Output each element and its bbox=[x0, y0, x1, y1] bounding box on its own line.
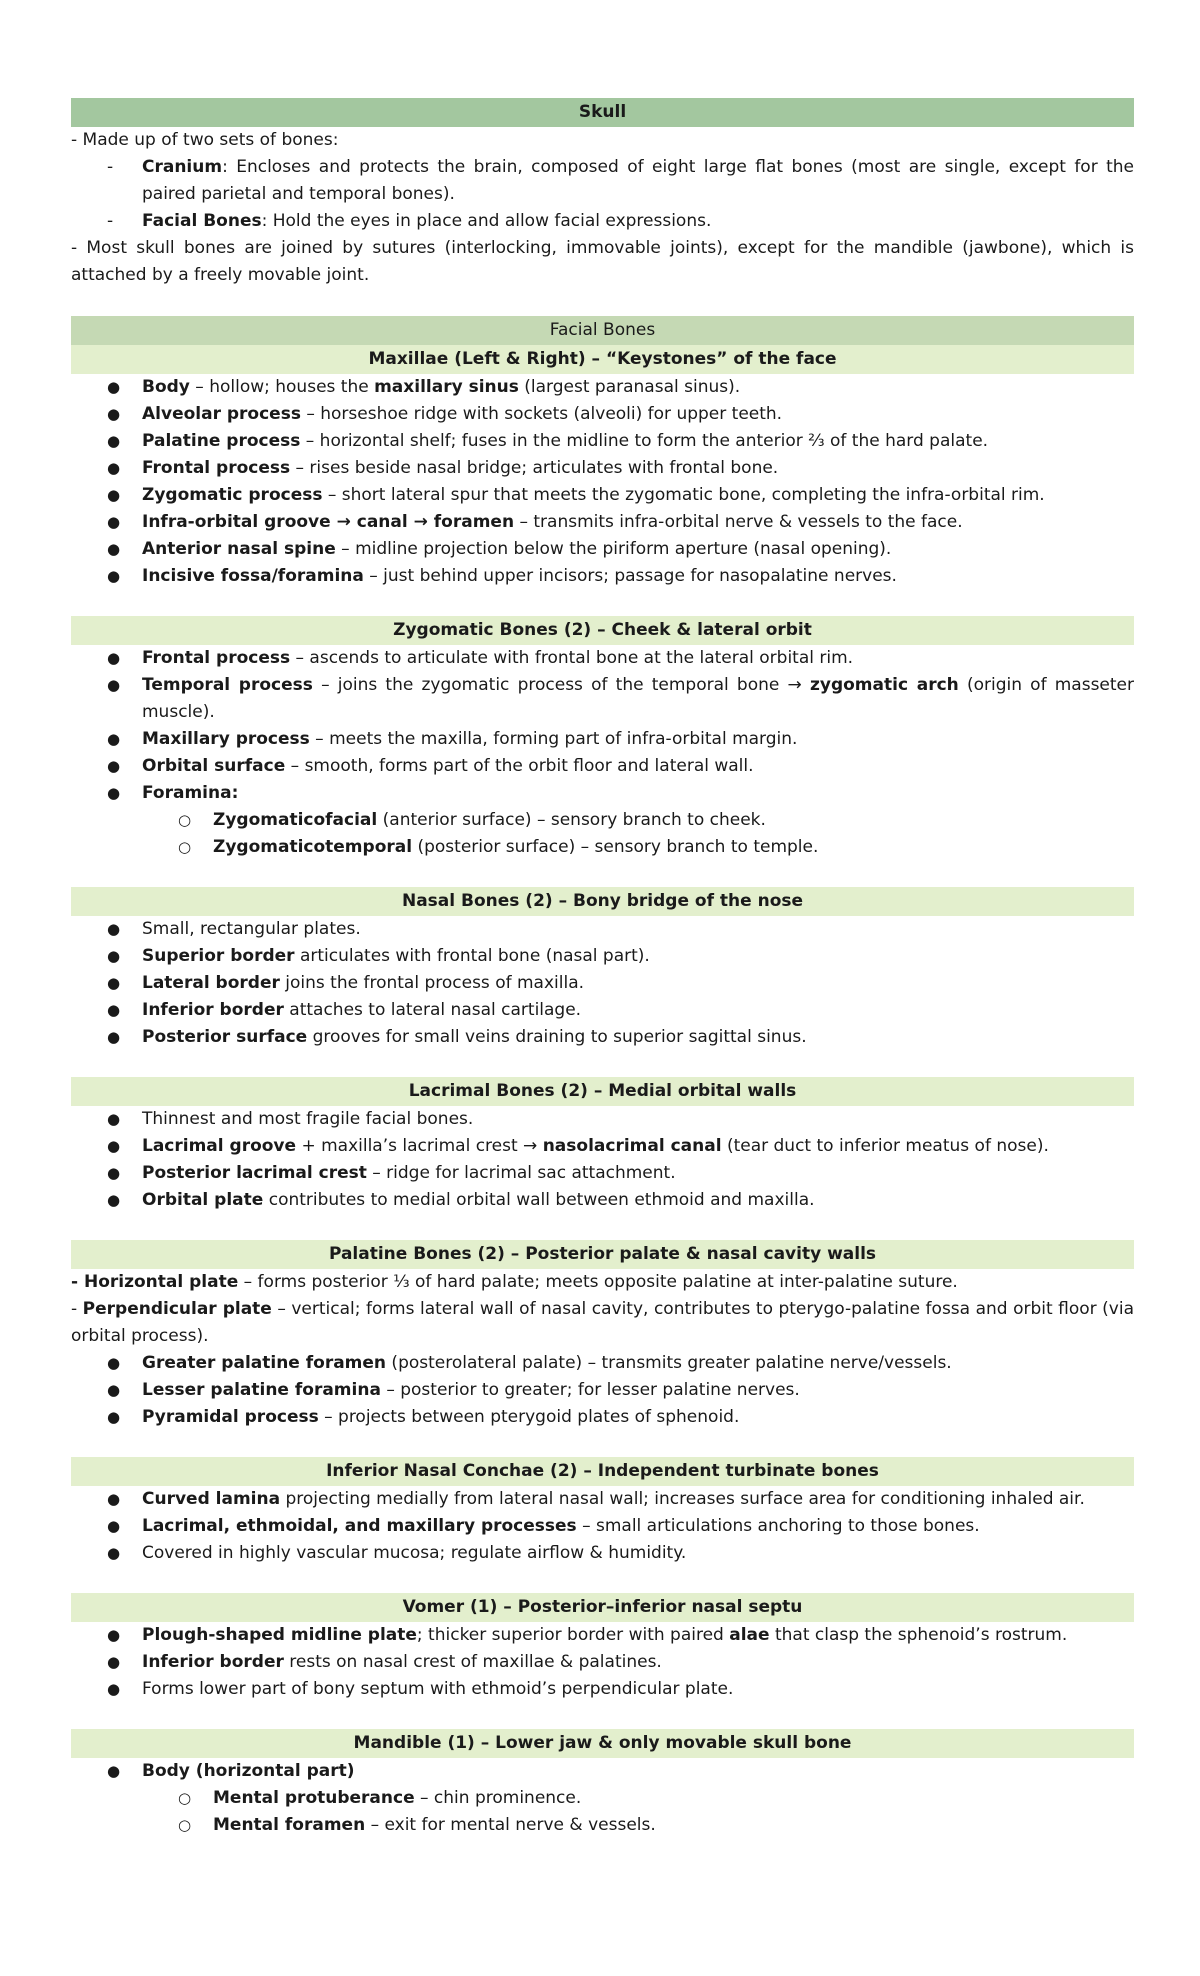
list-item: ● Maxillary process – meets the maxilla, forming part of infra-orbital margin. bbox=[107, 729, 798, 749]
list-item: ● Frontal process – ascends to articulate with frontal bone at the lateral orbital rim. bbox=[107, 648, 854, 668]
dash-marker: - bbox=[107, 211, 114, 231]
list-item: ● Curved lamina projecting medially from lateral nasal wall; increases surface area for conditioning inhaled air. bbox=[107, 1489, 1085, 1509]
list-item: ● Pyramidal process – projects between pterygoid plates of sphenoid. bbox=[107, 1407, 740, 1427]
subsection-header-maxillae: Maxillae (Left & Right) – “Keystones” of the face bbox=[71, 345, 1134, 374]
list-item: ● Thinnest and most fragile facial bones. bbox=[107, 1109, 474, 1129]
list-item: ● Lacrimal, ethmoidal, and maxillary processes – small articulations anchoring to those bones. bbox=[107, 1516, 980, 1536]
list-item: ● Orbital plate contributes to medial orbital wall between ethmoid and maxilla. bbox=[107, 1190, 815, 1210]
skull-item-facial-bones: - Facial Bones: Hold the eyes in place and allow facial expressions. bbox=[71, 208, 1134, 235]
list-item: ● Inferior border attaches to lateral nasal cartilage. bbox=[107, 1000, 582, 1020]
palatine-line: - Horizontal plate – forms posterior ⅓ of hard palate; meets opposite palatine at inter-palatine suture. bbox=[71, 1272, 958, 1292]
subsection-header-zygomatic: Zygomatic Bones (2) – Cheek & lateral orbit bbox=[71, 616, 1134, 645]
list-item: ● Anterior nasal spine – midline projection below the piriform aperture (nasal opening). bbox=[107, 539, 892, 559]
skull-note: - Most skull bones are joined by sutures (interlocking, immovable joints), except for the mandible (jawbone), which is attached by a freely movable joint. bbox=[71, 238, 1134, 285]
subsection-header-conchae: Inferior Nasal Conchae (2) – Independent turbinate bones bbox=[71, 1457, 1134, 1486]
list-item: ● Orbital surface – smooth, forms part of the orbit floor and lateral wall. bbox=[107, 756, 754, 776]
list-item: ● Body – hollow; houses the maxillary sinus (largest paranasal sinus). bbox=[107, 377, 741, 397]
skull-item-cranium: - Cranium: Encloses and protects the brain, composed of eight large flat bones (most are single, except for the paired parietal and temporal bones). bbox=[71, 154, 1134, 208]
sub-list-item: ○ Zygomaticotemporal (posterior surface) – sensory branch to temple. bbox=[178, 837, 819, 857]
list-item: ● Incisive fossa/foramina – just behind upper incisors; passage for nasopalatine nerves. bbox=[107, 566, 897, 586]
list-item: ● Lateral border joins the frontal process of maxilla. bbox=[107, 973, 585, 993]
section-header-skull: Skull bbox=[71, 98, 1134, 127]
list-item: ● Lesser palatine foramina – posterior to greater; for lesser palatine nerves. bbox=[107, 1380, 800, 1400]
list-item: ● Posterior lacrimal crest – ridge for lacrimal sac attachment. bbox=[107, 1163, 676, 1183]
subsection-header-lacrimal: Lacrimal Bones (2) – Medial orbital walls bbox=[71, 1077, 1134, 1106]
list-item: ● Frontal process – rises beside nasal bridge; articulates with frontal bone. bbox=[107, 458, 779, 478]
palatine-line: - Perpendicular plate – vertical; forms lateral wall of nasal cavity, contributes to pterygo-palatine fossa and orbit floor (via orbital process). bbox=[71, 1299, 1134, 1346]
list-item: ● Infra-orbital groove → canal → foramen – transmits infra-orbital nerve & vessels to the face. bbox=[107, 512, 963, 532]
sub-list-item: ○ Mental foramen – exit for mental nerve & vessels. bbox=[178, 1815, 656, 1835]
sub-list-item: ○ Zygomaticofacial (anterior surface) – sensory branch to cheek. bbox=[178, 810, 766, 830]
list-item: ● Inferior border rests on nasal crest of maxillae & palatines. bbox=[107, 1652, 662, 1672]
sub-list-item: ○ Mental protuberance – chin prominence. bbox=[178, 1788, 582, 1808]
section-header-facial-bones: Facial Bones bbox=[71, 316, 1134, 345]
list-item: ● Foramina: bbox=[107, 783, 239, 803]
document-page bbox=[71, 98, 1134, 1839]
list-item: ● Palatine process – horizontal shelf; fuses in the midline to form the anterior ⅔ of the hard palate. bbox=[107, 431, 989, 451]
list-item: ● Plough-shaped midline plate; thicker superior border with paired alae that clasp the sphenoid’s rostrum. bbox=[107, 1625, 1068, 1645]
list-item: ● Body (horizontal part) bbox=[107, 1761, 355, 1781]
list-item: ● Alveolar process – horseshoe ridge with sockets (alveoli) for upper teeth. bbox=[107, 404, 783, 424]
list-item: ● Covered in highly vascular mucosa; regulate airflow & humidity. bbox=[107, 1543, 687, 1563]
list-item: ● Small, rectangular plates. bbox=[107, 919, 361, 939]
subsection-header-mandible: Mandible (1) – Lower jaw & only movable skull bone bbox=[71, 1729, 1134, 1758]
subsection-header-palatine: Palatine Bones (2) – Posterior palate & nasal cavity walls bbox=[71, 1240, 1134, 1269]
list-item: ● Superior border articulates with frontal bone (nasal part). bbox=[107, 946, 650, 966]
list-item: ● Greater palatine foramen (posterolateral palate) – transmits greater palatine nerve/vessels. bbox=[107, 1353, 952, 1373]
skull-intro: - Made up of two sets of bones: bbox=[71, 130, 339, 150]
subsection-header-vomer: Vomer (1) – Posterior–inferior nasal septu bbox=[71, 1593, 1134, 1622]
list-item: ● Lacrimal groove + maxilla’s lacrimal crest → nasolacrimal canal (tear duct to inferior meatus of nose). bbox=[107, 1136, 1049, 1156]
subsection-header-nasal: Nasal Bones (2) – Bony bridge of the nose bbox=[71, 887, 1134, 916]
dash-marker: - bbox=[107, 157, 114, 177]
list-item: ● Temporal process – joins the zygomatic process of the temporal bone → zygomatic arch (origin of masseter muscle). bbox=[107, 675, 1135, 722]
list-item: ● Posterior surface grooves for small veins draining to superior sagittal sinus. bbox=[107, 1027, 807, 1047]
list-item: ● Zygomatic process – short lateral spur that meets the zygomatic bone, completing the infra-orbital rim. bbox=[107, 485, 1045, 505]
list-item: ● Forms lower part of bony septum with ethmoid’s perpendicular plate. bbox=[107, 1679, 734, 1699]
